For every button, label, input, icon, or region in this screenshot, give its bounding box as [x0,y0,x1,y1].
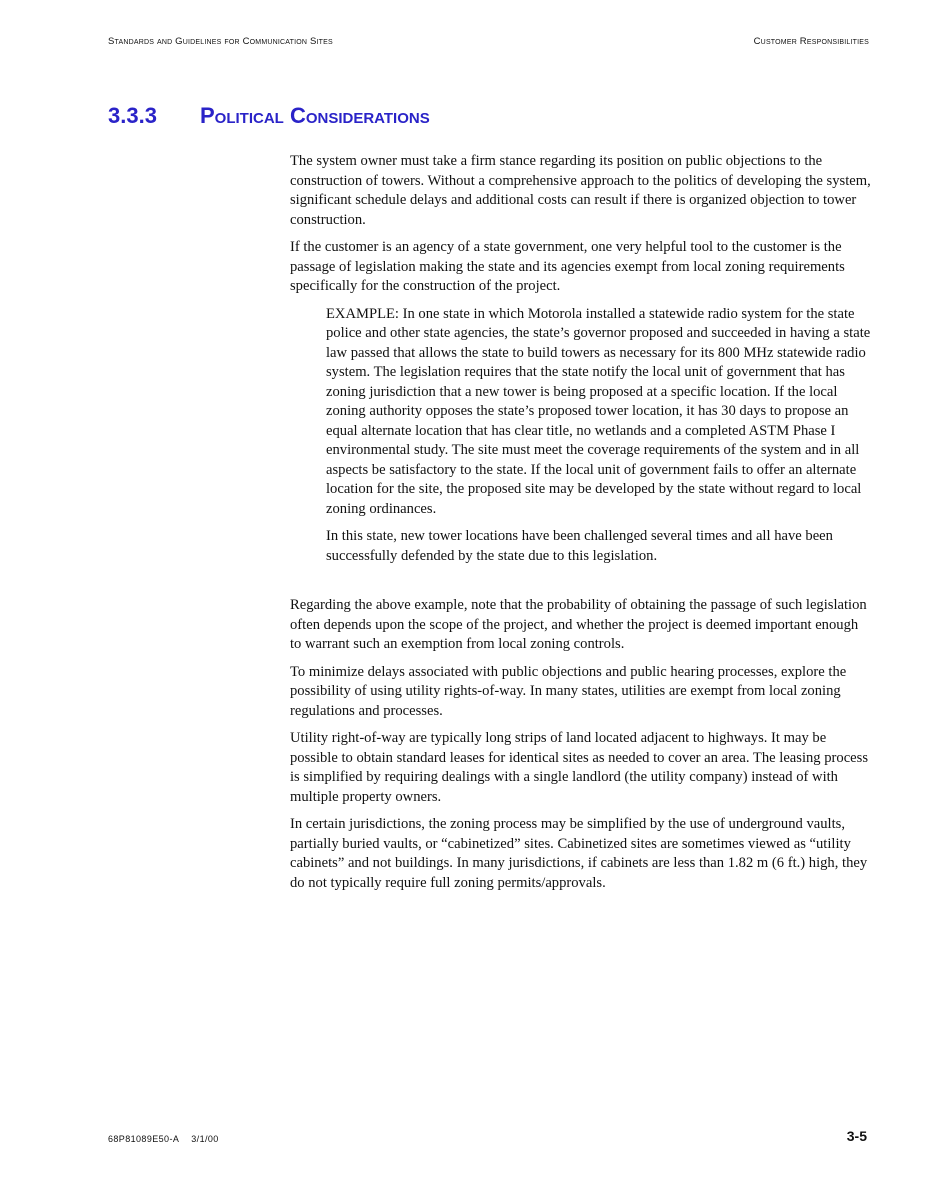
paragraph: If the customer is an agency of a state government, one very helpful tool to the customer is the passage of legislation making the state and its agencies exempt from local zoning requirements specifically for the construction of the project. [290,239,845,294]
paragraph: The system owner must take a firm stance regarding its position on public objections to the construction of towers. Without a comprehensive approach to the politics of developing the system, significant schedule delays and additional costs can result if there is organized objection to tower construction. [290,153,871,228]
paragraph: Utility right-of-way are typically long strips of land located adjacent to highways. It may be possible to obtain standard leases for identical sites as needed to cover an area. The leasing process is simplified by requiring dealings with a single landlord (the utility company) instead of with multiple property owners. [290,730,869,805]
footer-doc-info [108,1134,231,1144]
body-text [290,152,872,901]
page-number: 3-5 [846,1128,867,1144]
section-heading [108,103,430,129]
running-header-left: Standards and Guidelines for Communication Sites [108,36,333,47]
paragraph: Regarding the above example, note that the probability of obtaining the passage of such legislation often depends upon the scope of the project, and whether the project is deemed important enough to warrant such an exemption from local zoning controls. [290,597,867,652]
section-number: 3.3.3 [108,103,157,128]
running-header-right: Customer Responsibilities [753,36,869,47]
example-block [326,305,872,567]
paragraph: To minimize delays associated with public objections and public hearing processes, explore the possibility of using utility rights-of-way. In many states, utilities are exempt from local zoning regulations and processes. [290,663,847,719]
spacer [290,574,872,596]
section-title: Political Considerations [200,103,430,128]
footer-date: 3/1/00 [191,1134,219,1144]
example-paragraph: EXAMPLE: In one state in which Motorola installed a statewide radio system for the state police and other state agencies, the state’s governor proposed and succeeded in having a state law passed that allows the state to build towers as necessary for its 800 MHz statewide radio system. The legislation requires that the state notify the local unit of government that has zoning jurisdiction that a new tower is being proposed at a specific location. If the local zoning authority opposes the state’s proposed tower location, it has 30 days to propose an equal alternate location that has clear title, no wetlands and a completed ASTM Phase I environmental study. The site must meet the coverage requirements of the system and in all aspects be satisfactory to the state. If the local unit of government fails to offer an alternate location for the site, the proposed site may be developed by the state without regard to local zoning ordinances. [326,305,871,517]
paragraph: In certain jurisdictions, the zoning process may be simplified by the use of underground vaults, partially buried vaults, or “cabinetized” sites. Cabinetized sites are sometimes viewed as “utility cabinets” and not buildings. In many jurisdictions, if cabinets are less than 1.82 m (6 ft.) high, they do not typically require full zoning permits/approvals. [290,816,868,891]
footer-doc-number: 68P81089E50-A [108,1134,180,1144]
example-paragraph: In this state, new tower locations have been challenged several times and all have been successfully defended by the state due to this legislation. [326,528,833,564]
